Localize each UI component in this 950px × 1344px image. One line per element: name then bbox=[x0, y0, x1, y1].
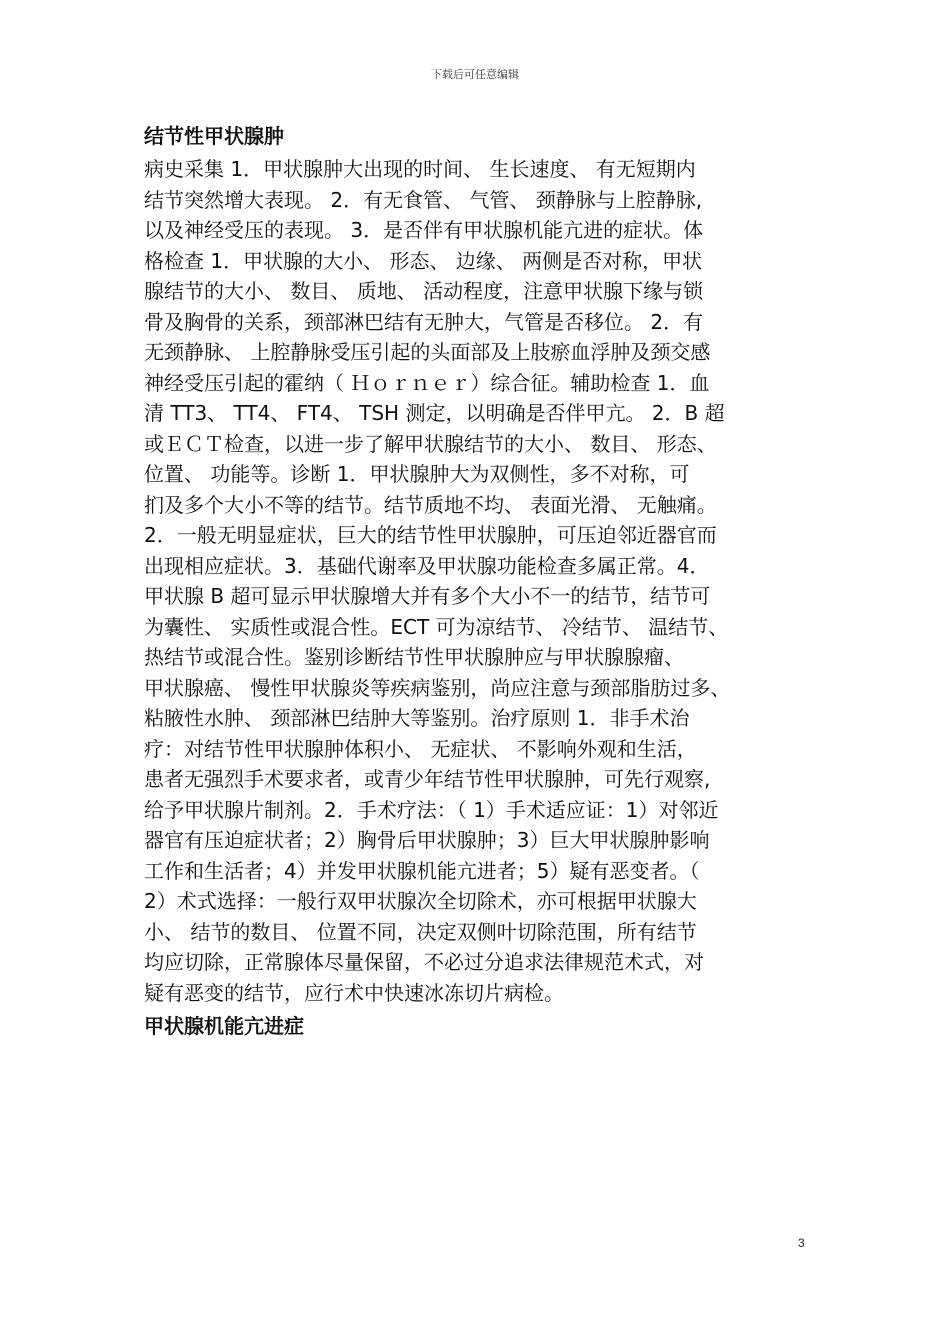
text-line: 清 TT3、 TT4、 FT4、 TSH 测定，以明确是否伴甲亢。 2．B 超 bbox=[144, 401, 725, 425]
text-line: 给予甲状腺片制剂。2．手术疗法：（ 1）手术适应证：1）对邻近 bbox=[144, 797, 719, 822]
text-line: 小、 结节的数目、 位置不同，决定双侧叶切除范围，所有结节 bbox=[144, 919, 697, 944]
page-header: 下载后可任意编辑 bbox=[431, 68, 519, 81]
text-line: 出现相应症状。3．基础代谢率及甲状腺功能检查多属正常。4． bbox=[144, 553, 710, 578]
text-line: 或ＥＣＴ检查，以进一步了解甲状腺结节的大小、 数目、 形态、 bbox=[144, 431, 717, 456]
text-line: 2．一般无明显症状，巨大的结节性甲状腺肿，可压迫邻近器官而 bbox=[144, 523, 717, 547]
text-line: 位置、 功能等。诊断 1．甲状腺肿大为双侧性，多不对称，可 bbox=[144, 462, 690, 486]
text-line: 骨及胸骨的关系，颈部淋巴结有无肿大，气管是否移位。 2．有 bbox=[144, 309, 704, 334]
page-number: 3 bbox=[798, 1236, 805, 1250]
text-line: 格检查 1．甲状腺的大小、 形态、 边缘、 两侧是否对称，甲状 bbox=[144, 248, 703, 273]
text-line: 为囊性、 实质性或混合性。ECT 可为凉结节、 冷结节、 温结节、 bbox=[144, 614, 729, 639]
text-line: 无颈静脉、 上腔静脉受压引起的头面部及上肢瘀血浮肿及颈交感 bbox=[144, 340, 711, 364]
text-line: 病史采集 1．甲状腺肿大出现的时间、 生长速度、 有无短期内 bbox=[144, 157, 696, 181]
text-line: 患者无强烈手术要求者，或青少年结节性甲状腺肿，可先行观察, bbox=[144, 767, 711, 791]
document-body bbox=[144, 118, 816, 1044]
text-line: 甲状腺 B 超可显示甲状腺增大并有多个大小不一的结节，结节可 bbox=[144, 584, 711, 608]
text-line: 神经受压引起的霍纳（ Ｈｏｒｎｅｒ）综合征。辅助检查 1．血 bbox=[144, 370, 710, 395]
text-line: 均应切除，正常腺体尽量保留，不必过分追求法律规范术式，对 bbox=[144, 950, 704, 974]
text-line: 疗：对结节性甲状腺肿体积小、 无症状、 不影响外观和生活， bbox=[144, 736, 697, 761]
text-line: 热结节或混合性。鉴别诊断结节性甲状腺肿应与甲状腺腺瘤、 bbox=[144, 645, 684, 669]
text-line: 扪及多个大小不等的结节。结节质地不均、 表面光滑、 无触痛。 bbox=[144, 492, 717, 517]
text-line: 工作和生活者；4）并发甲状腺机能亢进者；5）疑有恶变者。（ bbox=[144, 858, 700, 883]
text-line: 器官有压迫症状者；2）胸骨后甲状腺肿；3）巨大甲状腺肿影响 bbox=[144, 828, 710, 852]
text-line: 甲状腺癌、 慢性甲状腺炎等疾病鉴别，尚应注意与颈部脂肪过多、 bbox=[144, 675, 731, 700]
text-line: 2）术式选择：一般行双甲状腺次全切除术，亦可根据甲状腺大 bbox=[144, 889, 697, 913]
text-line: 粘腋性水肿、 颈部淋巴结肿大等鉴别。治疗原则 1．非手术治 bbox=[144, 706, 690, 730]
text-line: 以及神经受压的表现。 3．是否伴有甲状腺机能亢进的症状。体 bbox=[144, 218, 704, 242]
section-title: 甲状腺机能亢进症 bbox=[144, 1014, 304, 1038]
text-line: 结节突然增大表现。 2．有无食管、 气管、 颈静脉与上腔静脉, bbox=[144, 187, 703, 212]
section-body bbox=[144, 154, 816, 1008]
text-line: 腺结节的大小、 数目、 质地、 活动程度，注意甲状腺下缘与锁 bbox=[144, 279, 704, 303]
section-title: 结节性甲状腺肿 bbox=[144, 124, 284, 148]
text-line: 疑有恶变的结节，应行术中快速冰冻切片病检。 bbox=[144, 980, 564, 1005]
